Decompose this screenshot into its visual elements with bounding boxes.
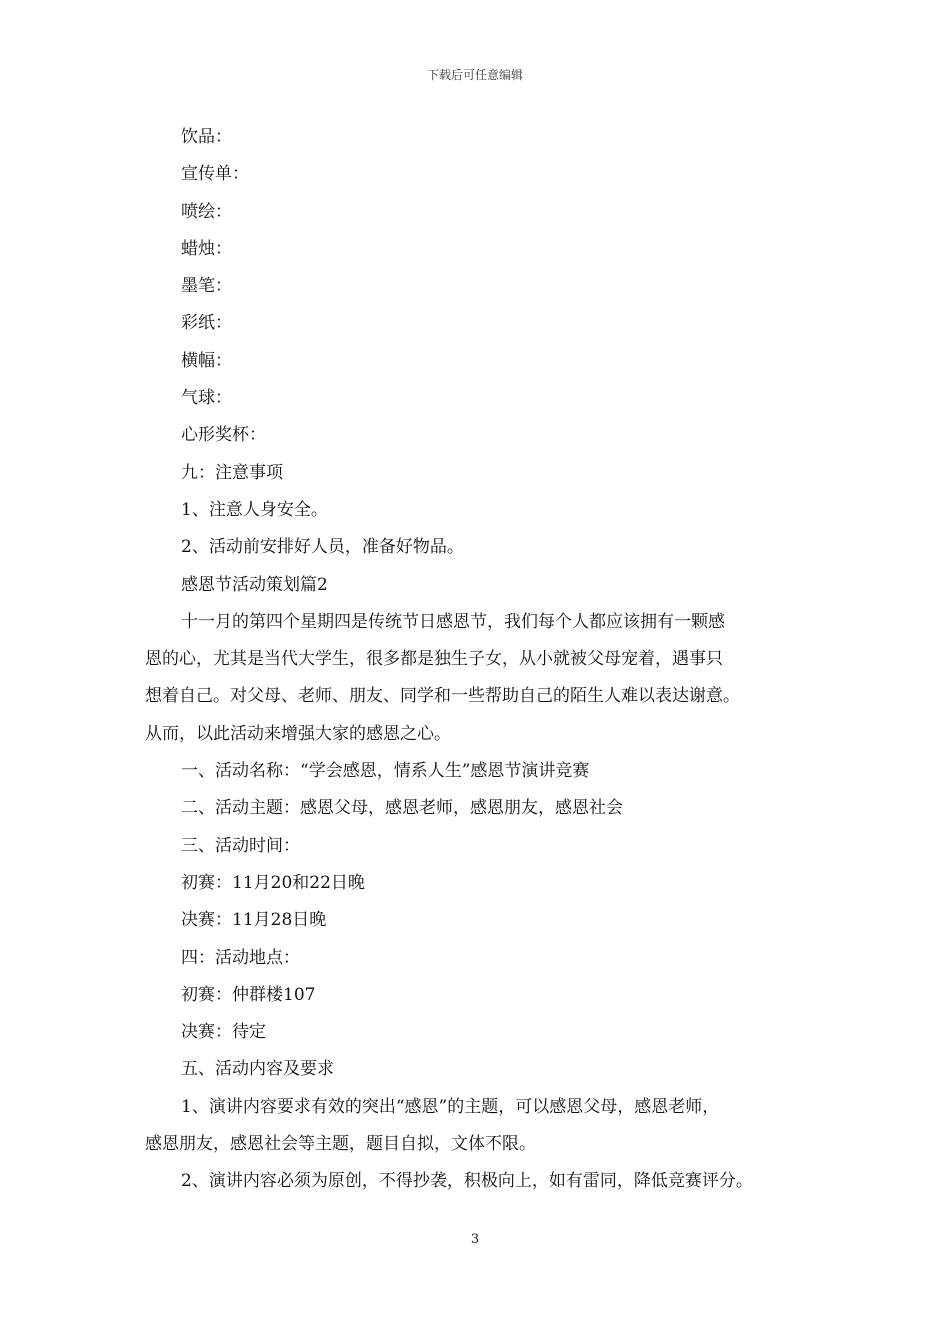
text-line: 心形奖杯： <box>181 425 266 446</box>
page-header: 下载后可任意编辑 <box>426 68 523 82</box>
text-line: 十一月的第四个星期四是传统节日感恩节，我们每个人都应该拥有一颗感 <box>181 611 725 632</box>
text-line: 饮品： <box>181 127 232 147</box>
text-line: 初赛：仲群楼107 <box>181 984 316 1005</box>
text-line: 墨笔： <box>181 276 232 297</box>
text-line: 气球： <box>181 388 232 409</box>
text-line: 感恩节活动策划篇2 <box>181 574 328 595</box>
text-line: 决赛：11月28日晚 <box>181 910 327 931</box>
text-line: 感恩朋友，感恩社会等主题，题目自拟，文体不限。 <box>145 1134 536 1155</box>
text-line: 九：注意事项 <box>181 462 283 483</box>
text-line: 三、活动时间： <box>181 835 300 856</box>
text-line: 2、活动前安排好人员，准备好物品。 <box>181 537 464 558</box>
text-line: 2、演讲内容必须为原创，不得抄袭，积极向上，如有雷同，降低竞赛评分。 <box>181 1171 753 1192</box>
text-line: 决赛：待定 <box>181 1022 266 1043</box>
text-line: 想着自己。对父母、老师、朋友、同学和一些帮助自己的陌生人难以表达谢意。 <box>145 686 740 707</box>
page-number: 3 <box>470 1232 480 1247</box>
text-line: 1、演讲内容要求有效的突出“感恩”的主题，可以感恩父母，感恩老师， <box>181 1096 720 1117</box>
text-line: 四：活动地点： <box>181 947 300 968</box>
text-line: 1、注意人身安全。 <box>181 499 328 520</box>
text-line: 从而，以此活动来增强大家的感恩之心。 <box>145 723 451 744</box>
text-line: 宣传单： <box>181 164 249 185</box>
text-line: 蜡烛： <box>181 238 232 259</box>
text-line: 二、活动主题：感恩父母，感恩老师，感恩朋友，感恩社会 <box>181 798 623 819</box>
text-line: 彩纸： <box>181 313 232 334</box>
text-line: 喷绘： <box>181 201 232 222</box>
text-line: 恩的心，尤其是当代大学生，很多都是独生子女，从小就被父母宠着，遇事只 <box>145 649 723 670</box>
text-line: 横幅： <box>181 350 232 371</box>
text-line: 初赛：11月20和22日晚 <box>181 872 365 893</box>
text-line: 五、活动内容及要求 <box>181 1059 334 1080</box>
document-body <box>145 119 825 1201</box>
text-line: 一、活动名称：“学会感恩，情系人生”感恩节演讲竞赛 <box>181 761 590 782</box>
